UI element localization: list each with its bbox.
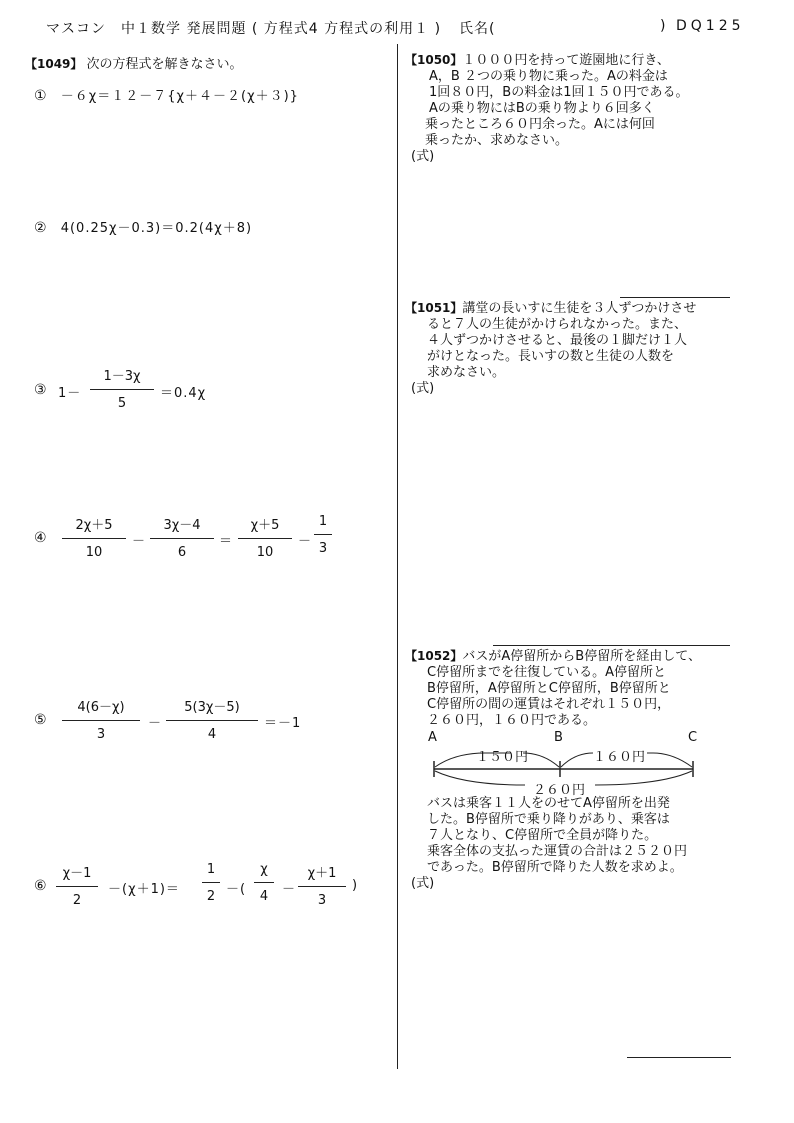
problem-line: バスは乗客１１人をのせてA停留所を出発 xyxy=(427,796,670,811)
numerator: 1 xyxy=(318,514,328,529)
fraction xyxy=(56,862,98,908)
fraction-bar xyxy=(202,882,220,883)
problem-line: C停留所の間の運賃はそれぞれ１５０円， xyxy=(427,697,671,712)
numerator: 1－3χ xyxy=(103,369,141,384)
equation-tail: ＝0.4χ xyxy=(160,386,207,401)
fare-ac-label: ２６０円 xyxy=(533,783,586,798)
problem-line: B停留所，A停留所とC停留所，B停留所と xyxy=(427,681,671,696)
denominator: 4 xyxy=(259,889,269,904)
problem-line: 乗ったか、求めなさい。 xyxy=(425,133,569,148)
fraction xyxy=(314,514,332,556)
problem-1052 xyxy=(405,648,701,729)
name-close: ) xyxy=(660,18,667,34)
problem-line: 講堂の長いすに生徒を３人ずつかけさせ xyxy=(462,301,697,316)
denominator: 2 xyxy=(206,889,216,904)
problem-1052-continued xyxy=(405,796,687,892)
equation-lead: 1－ xyxy=(58,386,82,401)
problem-line: ４人ずつかけさせると、最後の１脚だけ１人 xyxy=(427,333,688,348)
equation-mark: ⑤ xyxy=(34,712,47,728)
denominator: 10 xyxy=(256,545,274,560)
denominator: 3 xyxy=(318,541,328,556)
problem-line: した。B停留所で乗り降りがあり、乗客は xyxy=(427,812,670,827)
equation-expression: －６χ＝１２－７{χ＋４－２(χ＋３)} xyxy=(60,89,299,104)
equation-mark: ④ xyxy=(34,530,47,546)
problem-line: １０００円を持って遊園地に行き、 xyxy=(462,53,670,68)
numerator: 4(6－χ) xyxy=(77,700,125,715)
equation-middle: －(χ＋1)＝ xyxy=(108,882,180,897)
fraction xyxy=(238,514,292,560)
fraction xyxy=(166,696,258,742)
numerator: 3χ－4 xyxy=(163,518,201,533)
equation-tail: ＝－1 xyxy=(264,716,302,731)
fraction xyxy=(62,696,140,742)
column-divider xyxy=(397,44,398,1069)
problem-1051 xyxy=(405,300,696,397)
formula-label: (式) xyxy=(411,381,435,396)
operator: － xyxy=(132,534,147,549)
operator: －( xyxy=(226,882,247,897)
denominator: 6 xyxy=(177,545,187,560)
equation-2 xyxy=(34,217,252,236)
operator: － xyxy=(282,882,297,897)
fraction-bar xyxy=(166,720,258,721)
fraction xyxy=(202,862,220,904)
equation-mark: ⑥ xyxy=(34,878,47,894)
fraction xyxy=(254,862,274,904)
stop-c-label: C xyxy=(688,730,698,745)
stop-b-label: B xyxy=(554,730,563,745)
problem-line: 乗客全体の支払った運賃の合計は２５２０円 xyxy=(427,844,688,859)
problem-number: 【1050】 xyxy=(405,53,463,67)
fraction-bar xyxy=(90,389,154,390)
operator: ＝ xyxy=(219,534,234,549)
numerator: χ xyxy=(260,862,268,877)
denominator: 4 xyxy=(207,727,217,742)
fraction-bar xyxy=(62,720,140,721)
problem-line: 1回８０円，Bの料金は1回１５０円である。 xyxy=(429,85,689,100)
problem-line: 求めなさい。 xyxy=(427,365,506,380)
problem-line: バスがA停留所からB停留所を経由して、 xyxy=(462,649,701,664)
problem-line: ると７人の生徒がかけられなかった。また、 xyxy=(427,317,688,332)
problem-number: 【1051】 xyxy=(405,301,463,315)
numerator: χ＋5 xyxy=(250,518,280,533)
fraction-bar xyxy=(56,886,98,887)
equation-expression: 4(0.25χ－0.3)＝0.2(4χ＋8) xyxy=(60,221,253,236)
problem-number: 【1049】 xyxy=(25,57,83,71)
fraction xyxy=(298,862,346,908)
problem-1049-heading xyxy=(25,53,243,72)
fare-ab-label: １５０円 xyxy=(476,750,529,765)
formula-label: (式) xyxy=(411,149,435,164)
equation-mark: ① xyxy=(34,88,48,104)
overline xyxy=(493,645,730,646)
numerator: 1 xyxy=(206,862,216,877)
formula-label: (式) xyxy=(411,876,435,891)
operator: － xyxy=(148,716,163,731)
equation-1 xyxy=(34,85,299,104)
overline xyxy=(620,297,730,298)
fraction xyxy=(90,365,154,411)
problem-line: であった。B停留所で降りた人数を求めよ。 xyxy=(427,860,683,875)
problem-line: ２６０円，１６０円である。 xyxy=(427,713,597,728)
fraction-bar xyxy=(150,538,214,539)
equation-mark: ③ xyxy=(34,382,47,398)
operator: － xyxy=(298,534,313,549)
fraction-bar xyxy=(298,886,346,887)
problem-1050 xyxy=(405,52,688,165)
problem-instruction: 次の方程式を解きなさい。 xyxy=(86,57,243,72)
problem-line: A，B ２つの乗り物に乗った。Aの料金は xyxy=(429,69,668,84)
denominator: 5 xyxy=(117,396,127,411)
equation-mark: ② xyxy=(34,220,48,236)
fraction-bar xyxy=(238,538,292,539)
problem-line: 乗ったところ６０円余った。Aには何回 xyxy=(425,117,655,132)
answer-line xyxy=(627,1057,731,1058)
fraction xyxy=(150,514,214,560)
name-label: 氏名( xyxy=(459,21,496,37)
numerator: χ＋1 xyxy=(307,866,337,881)
numerator: 2χ＋5 xyxy=(75,518,113,533)
denominator: 2 xyxy=(72,893,82,908)
problem-line: Aの乗り物にはBの乗り物より６回多く xyxy=(429,101,655,116)
fraction-bar xyxy=(254,882,274,883)
closing-paren: ) xyxy=(352,878,359,893)
denominator: 3 xyxy=(317,893,327,908)
denominator: 3 xyxy=(96,727,106,742)
fraction xyxy=(62,514,126,560)
numerator: χ－1 xyxy=(62,866,92,881)
stop-a-label: A xyxy=(428,730,437,745)
problem-number: 【1052】 xyxy=(405,649,463,663)
denominator: 10 xyxy=(85,545,103,560)
worksheet-code: DQ125 xyxy=(676,18,745,34)
fraction-bar xyxy=(314,534,332,535)
numerator: 5(3χ－5) xyxy=(184,700,240,715)
problem-line: がけとなった。長いすの数と生徒の人数を xyxy=(427,349,675,364)
worksheet-title: マスコン 中１数学 発展問題 ( 方程式4 方程式の利用１ ) xyxy=(46,21,442,37)
fare-bc-label: １６０円 xyxy=(593,750,646,765)
fraction-bar xyxy=(62,538,126,539)
problem-line: C停留所までを往復している。A停留所と xyxy=(427,665,666,680)
problem-line: ７人となり、C停留所で全員が降りた。 xyxy=(427,828,658,843)
